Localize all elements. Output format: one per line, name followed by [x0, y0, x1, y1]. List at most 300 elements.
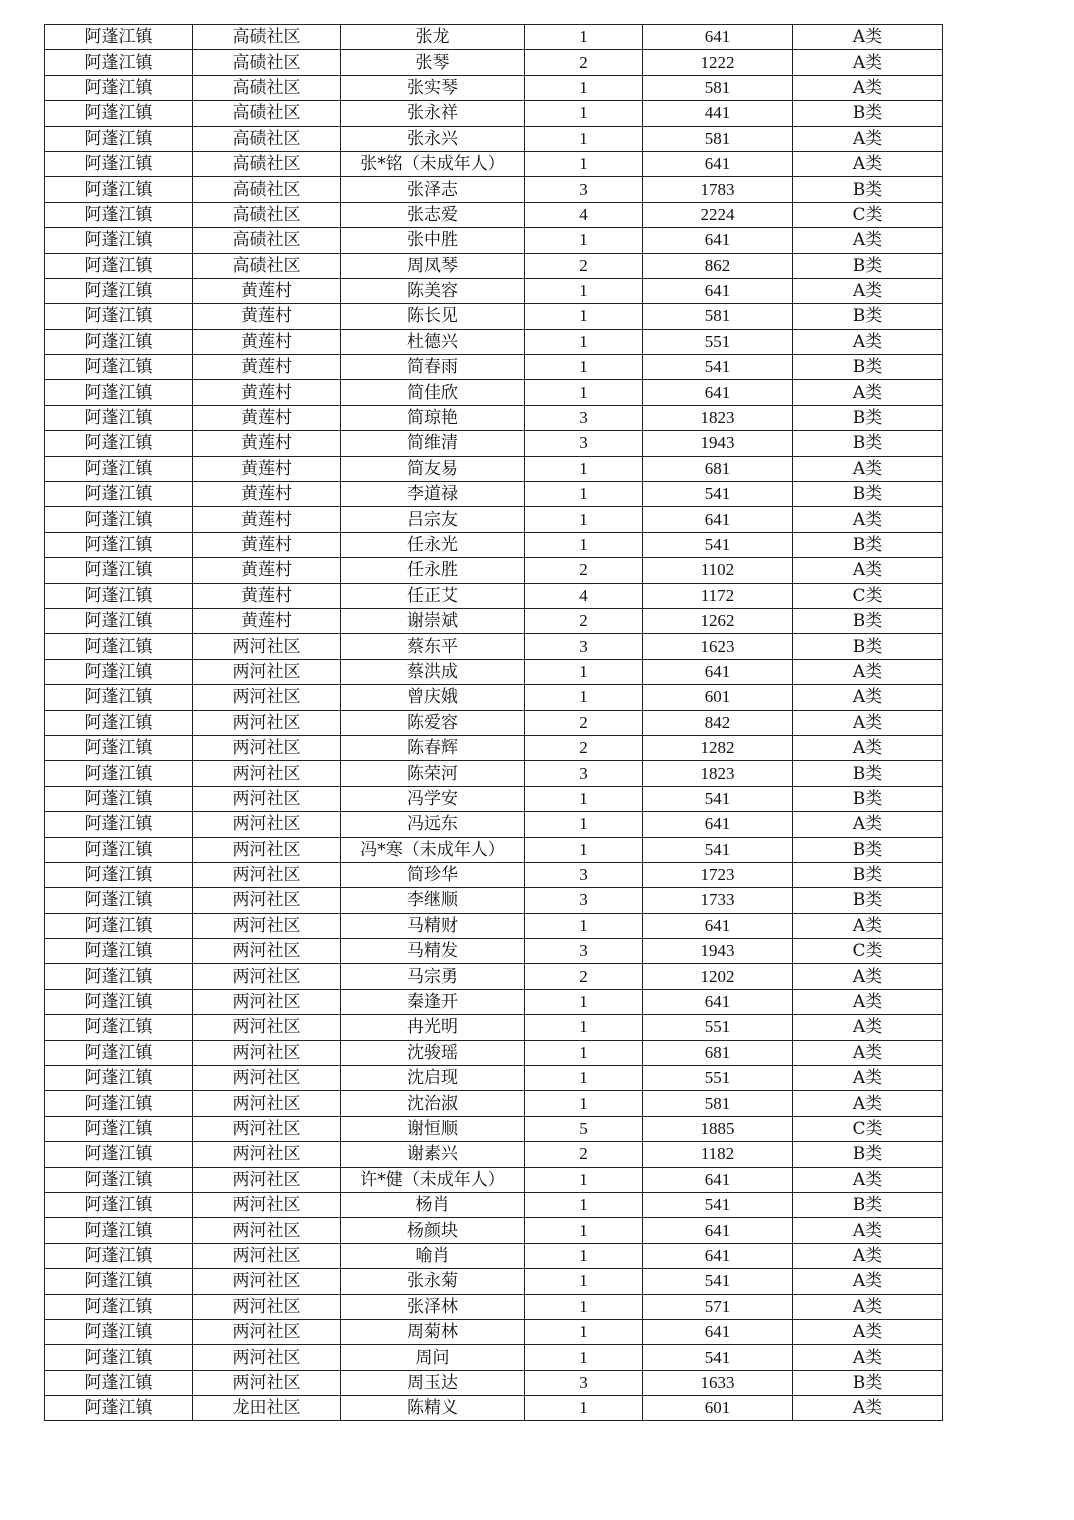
community-cell: 黄莲村	[193, 355, 341, 380]
town-cell: 阿蓬江镇	[45, 634, 193, 659]
community-cell: 黄莲村	[193, 507, 341, 532]
name-cell: 张永菊	[341, 1269, 525, 1294]
community-cell: 两河社区	[193, 685, 341, 710]
name-cell: 简友易	[341, 456, 525, 481]
category-cell: B类	[793, 1142, 943, 1167]
category-cell: A类	[793, 964, 943, 989]
community-cell: 黄莲村	[193, 608, 341, 633]
category-cell: B类	[793, 761, 943, 786]
household-size-cell: 3	[525, 405, 643, 430]
name-cell: 张永祥	[341, 101, 525, 126]
amount-cell: 1102	[643, 558, 793, 583]
category-cell: A类	[793, 25, 943, 50]
name-cell: 陈长见	[341, 304, 525, 329]
name-cell: 陈精义	[341, 1396, 525, 1421]
amount-cell: 641	[643, 228, 793, 253]
amount-cell: 1885	[643, 1116, 793, 1141]
amount-cell: 641	[643, 151, 793, 176]
town-cell: 阿蓬江镇	[45, 329, 193, 354]
name-cell: 谢恒顺	[341, 1116, 525, 1141]
household-size-cell: 4	[525, 583, 643, 608]
name-cell: 冯远东	[341, 812, 525, 837]
name-cell: 张中胜	[341, 228, 525, 253]
category-cell: B类	[793, 634, 943, 659]
town-cell: 阿蓬江镇	[45, 1294, 193, 1319]
category-cell: B类	[793, 888, 943, 913]
amount-cell: 541	[643, 1345, 793, 1370]
household-size-cell: 1	[525, 25, 643, 50]
town-cell: 阿蓬江镇	[45, 786, 193, 811]
household-size-cell: 3	[525, 939, 643, 964]
amount-cell: 1282	[643, 735, 793, 760]
household-size-cell: 1	[525, 812, 643, 837]
community-cell: 高碛社区	[193, 202, 341, 227]
town-cell: 阿蓬江镇	[45, 685, 193, 710]
amount-cell: 541	[643, 532, 793, 557]
name-cell: 李继顺	[341, 888, 525, 913]
amount-cell: 441	[643, 101, 793, 126]
table-row	[45, 355, 943, 380]
household-size-cell: 3	[525, 862, 643, 887]
household-size-cell: 3	[525, 1370, 643, 1395]
household-size-cell: 3	[525, 888, 643, 913]
name-cell: 杨颜块	[341, 1218, 525, 1243]
table-row	[45, 1040, 943, 1065]
town-cell: 阿蓬江镇	[45, 177, 193, 202]
table-row	[45, 685, 943, 710]
category-cell: A类	[793, 1269, 943, 1294]
amount-cell: 641	[643, 1167, 793, 1192]
community-cell: 高碛社区	[193, 50, 341, 75]
town-cell: 阿蓬江镇	[45, 355, 193, 380]
name-cell: 陈美容	[341, 278, 525, 303]
amount-cell: 1222	[643, 50, 793, 75]
community-cell: 高碛社区	[193, 126, 341, 151]
category-cell: A类	[793, 1294, 943, 1319]
town-cell: 阿蓬江镇	[45, 405, 193, 430]
category-cell: B类	[793, 304, 943, 329]
amount-cell: 541	[643, 1192, 793, 1217]
community-cell: 黄莲村	[193, 456, 341, 481]
town-cell: 阿蓬江镇	[45, 989, 193, 1014]
table-row	[45, 278, 943, 303]
amount-cell: 551	[643, 1066, 793, 1091]
community-cell: 两河社区	[193, 964, 341, 989]
name-cell: 周问	[341, 1345, 525, 1370]
name-cell: 杨肖	[341, 1192, 525, 1217]
community-cell: 两河社区	[193, 1294, 341, 1319]
table-row	[45, 431, 943, 456]
amount-cell: 641	[643, 1319, 793, 1344]
amount-cell: 581	[643, 75, 793, 100]
community-cell: 两河社区	[193, 1319, 341, 1344]
table-row	[45, 177, 943, 202]
household-size-cell: 3	[525, 431, 643, 456]
town-cell: 阿蓬江镇	[45, 1370, 193, 1395]
community-cell: 两河社区	[193, 1015, 341, 1040]
name-cell: 张实琴	[341, 75, 525, 100]
category-cell: B类	[793, 532, 943, 557]
category-cell: A类	[793, 151, 943, 176]
category-cell: A类	[793, 228, 943, 253]
amount-cell: 1823	[643, 405, 793, 430]
amount-cell: 641	[643, 278, 793, 303]
table-row	[45, 786, 943, 811]
household-size-cell: 1	[525, 228, 643, 253]
table-body	[45, 25, 943, 1421]
category-cell: B类	[793, 1370, 943, 1395]
community-cell: 两河社区	[193, 1142, 341, 1167]
household-size-cell: 1	[525, 151, 643, 176]
town-cell: 阿蓬江镇	[45, 964, 193, 989]
category-cell: A类	[793, 710, 943, 735]
community-cell: 黄莲村	[193, 278, 341, 303]
household-size-cell: 1	[525, 456, 643, 481]
community-cell: 高碛社区	[193, 75, 341, 100]
amount-cell: 1943	[643, 431, 793, 456]
community-cell: 两河社区	[193, 1370, 341, 1395]
community-cell: 两河社区	[193, 939, 341, 964]
category-cell: A类	[793, 659, 943, 684]
name-cell: 简珍华	[341, 862, 525, 887]
category-cell: C类	[793, 583, 943, 608]
name-cell: 陈爱容	[341, 710, 525, 735]
name-cell: 马宗勇	[341, 964, 525, 989]
name-cell: 吕宗友	[341, 507, 525, 532]
table-row	[45, 202, 943, 227]
amount-cell: 541	[643, 1269, 793, 1294]
table-row	[45, 50, 943, 75]
community-cell: 两河社区	[193, 862, 341, 887]
category-cell: B类	[793, 253, 943, 278]
household-size-cell: 2	[525, 964, 643, 989]
category-cell: C类	[793, 1116, 943, 1141]
name-cell: 任正艾	[341, 583, 525, 608]
table-row	[45, 1167, 943, 1192]
community-cell: 两河社区	[193, 1269, 341, 1294]
town-cell: 阿蓬江镇	[45, 126, 193, 151]
amount-cell: 541	[643, 786, 793, 811]
name-cell: 曾庆娥	[341, 685, 525, 710]
category-cell: A类	[793, 50, 943, 75]
category-cell: A类	[793, 1066, 943, 1091]
town-cell: 阿蓬江镇	[45, 278, 193, 303]
town-cell: 阿蓬江镇	[45, 1319, 193, 1344]
town-cell: 阿蓬江镇	[45, 507, 193, 532]
category-cell: C类	[793, 939, 943, 964]
category-cell: A类	[793, 1243, 943, 1268]
community-cell: 黄莲村	[193, 532, 341, 557]
household-size-cell: 4	[525, 202, 643, 227]
name-cell: 张泽志	[341, 177, 525, 202]
name-cell: 张龙	[341, 25, 525, 50]
name-cell: 马精财	[341, 913, 525, 938]
category-cell: A类	[793, 126, 943, 151]
town-cell: 阿蓬江镇	[45, 1142, 193, 1167]
name-cell: 杜德兴	[341, 329, 525, 354]
town-cell: 阿蓬江镇	[45, 380, 193, 405]
name-cell: 周玉达	[341, 1370, 525, 1395]
community-cell: 两河社区	[193, 1345, 341, 1370]
table-row	[45, 888, 943, 913]
town-cell: 阿蓬江镇	[45, 75, 193, 100]
household-size-cell: 1	[525, 1192, 643, 1217]
amount-cell: 581	[643, 1091, 793, 1116]
town-cell: 阿蓬江镇	[45, 1218, 193, 1243]
household-size-cell: 1	[525, 1345, 643, 1370]
town-cell: 阿蓬江镇	[45, 1040, 193, 1065]
table-row	[45, 456, 943, 481]
category-cell: C类	[793, 202, 943, 227]
household-size-cell: 1	[525, 1218, 643, 1243]
category-cell: A类	[793, 812, 943, 837]
community-cell: 两河社区	[193, 913, 341, 938]
household-size-cell: 1	[525, 1294, 643, 1319]
name-cell: 张永兴	[341, 126, 525, 151]
table-row	[45, 329, 943, 354]
amount-cell: 1172	[643, 583, 793, 608]
table-row	[45, 25, 943, 50]
name-cell: 张泽林	[341, 1294, 525, 1319]
community-cell: 两河社区	[193, 1116, 341, 1141]
household-size-cell: 3	[525, 634, 643, 659]
town-cell: 阿蓬江镇	[45, 482, 193, 507]
household-size-cell: 1	[525, 1243, 643, 1268]
household-size-cell: 1	[525, 101, 643, 126]
table-row	[45, 1218, 943, 1243]
household-size-cell: 3	[525, 761, 643, 786]
town-cell: 阿蓬江镇	[45, 532, 193, 557]
town-cell: 阿蓬江镇	[45, 812, 193, 837]
community-cell: 两河社区	[193, 1167, 341, 1192]
community-cell: 高碛社区	[193, 25, 341, 50]
town-cell: 阿蓬江镇	[45, 1345, 193, 1370]
category-cell: A类	[793, 1396, 943, 1421]
household-size-cell: 2	[525, 735, 643, 760]
amount-cell: 641	[643, 659, 793, 684]
amount-cell: 601	[643, 685, 793, 710]
amount-cell: 1202	[643, 964, 793, 989]
household-size-cell: 2	[525, 1142, 643, 1167]
table-row	[45, 837, 943, 862]
town-cell: 阿蓬江镇	[45, 253, 193, 278]
household-size-cell: 1	[525, 1269, 643, 1294]
category-cell: A类	[793, 456, 943, 481]
town-cell: 阿蓬江镇	[45, 761, 193, 786]
household-size-cell: 1	[525, 685, 643, 710]
category-cell: B类	[793, 1192, 943, 1217]
town-cell: 阿蓬江镇	[45, 659, 193, 684]
community-cell: 黄莲村	[193, 304, 341, 329]
name-cell: 周菊林	[341, 1319, 525, 1344]
community-cell: 黄莲村	[193, 380, 341, 405]
category-cell: B类	[793, 405, 943, 430]
community-cell: 两河社区	[193, 1243, 341, 1268]
town-cell: 阿蓬江镇	[45, 1015, 193, 1040]
household-size-cell: 1	[525, 329, 643, 354]
town-cell: 阿蓬江镇	[45, 1091, 193, 1116]
amount-cell: 842	[643, 710, 793, 735]
category-cell: A类	[793, 1040, 943, 1065]
community-cell: 高碛社区	[193, 151, 341, 176]
community-cell: 两河社区	[193, 888, 341, 913]
community-cell: 龙田社区	[193, 1396, 341, 1421]
table-row	[45, 1142, 943, 1167]
community-cell: 两河社区	[193, 1066, 341, 1091]
amount-cell: 1733	[643, 888, 793, 913]
household-size-cell: 1	[525, 1040, 643, 1065]
community-cell: 两河社区	[193, 1218, 341, 1243]
table-row	[45, 735, 943, 760]
town-cell: 阿蓬江镇	[45, 1192, 193, 1217]
category-cell: B类	[793, 177, 943, 202]
amount-cell: 1783	[643, 177, 793, 202]
town-cell: 阿蓬江镇	[45, 710, 193, 735]
table-row	[45, 405, 943, 430]
name-cell: 简佳欣	[341, 380, 525, 405]
table-row	[45, 659, 943, 684]
name-cell: 简琼艳	[341, 405, 525, 430]
household-size-cell: 1	[525, 75, 643, 100]
category-cell: B类	[793, 431, 943, 456]
table-row	[45, 1269, 943, 1294]
table-row	[45, 710, 943, 735]
amount-cell: 641	[643, 1243, 793, 1268]
household-size-cell: 1	[525, 1015, 643, 1040]
community-cell: 黄莲村	[193, 329, 341, 354]
amount-cell: 681	[643, 456, 793, 481]
name-cell: 简春雨	[341, 355, 525, 380]
community-cell: 黄莲村	[193, 583, 341, 608]
household-size-cell: 1	[525, 1167, 643, 1192]
town-cell: 阿蓬江镇	[45, 151, 193, 176]
household-size-cell: 1	[525, 659, 643, 684]
name-cell: 陈荣河	[341, 761, 525, 786]
table-row	[45, 558, 943, 583]
community-cell: 两河社区	[193, 735, 341, 760]
town-cell: 阿蓬江镇	[45, 939, 193, 964]
town-cell: 阿蓬江镇	[45, 50, 193, 75]
town-cell: 阿蓬江镇	[45, 431, 193, 456]
household-size-cell: 1	[525, 507, 643, 532]
town-cell: 阿蓬江镇	[45, 25, 193, 50]
table-row	[45, 1015, 943, 1040]
name-cell: 喻肖	[341, 1243, 525, 1268]
amount-cell: 1823	[643, 761, 793, 786]
category-cell: A类	[793, 507, 943, 532]
community-cell: 黄莲村	[193, 405, 341, 430]
town-cell: 阿蓬江镇	[45, 1066, 193, 1091]
town-cell: 阿蓬江镇	[45, 888, 193, 913]
table-row	[45, 583, 943, 608]
table-row	[45, 1396, 943, 1421]
category-cell: B类	[793, 608, 943, 633]
town-cell: 阿蓬江镇	[45, 1269, 193, 1294]
community-cell: 两河社区	[193, 837, 341, 862]
name-cell: 任永胜	[341, 558, 525, 583]
town-cell: 阿蓬江镇	[45, 608, 193, 633]
table-row	[45, 482, 943, 507]
name-cell: 沈治淑	[341, 1091, 525, 1116]
name-cell: 冯学安	[341, 786, 525, 811]
community-cell: 高碛社区	[193, 253, 341, 278]
category-cell: A类	[793, 1015, 943, 1040]
town-cell: 阿蓬江镇	[45, 456, 193, 481]
town-cell: 阿蓬江镇	[45, 101, 193, 126]
name-cell: 沈骏瑶	[341, 1040, 525, 1065]
name-cell: 张*铭（未成年人）	[341, 151, 525, 176]
table-row	[45, 913, 943, 938]
community-cell: 两河社区	[193, 1192, 341, 1217]
household-size-cell: 5	[525, 1116, 643, 1141]
table-row	[45, 253, 943, 278]
table-row	[45, 1345, 943, 1370]
household-size-cell: 1	[525, 278, 643, 303]
category-cell: A类	[793, 380, 943, 405]
amount-cell: 581	[643, 126, 793, 151]
community-cell: 黄莲村	[193, 431, 341, 456]
household-size-cell: 1	[525, 786, 643, 811]
amount-cell: 641	[643, 380, 793, 405]
amount-cell: 641	[643, 812, 793, 837]
amount-cell: 551	[643, 1015, 793, 1040]
category-cell: B类	[793, 355, 943, 380]
amount-cell: 1723	[643, 862, 793, 887]
category-cell: A类	[793, 1345, 943, 1370]
category-cell: A类	[793, 685, 943, 710]
table-row	[45, 507, 943, 532]
amount-cell: 641	[643, 989, 793, 1014]
category-cell: A类	[793, 329, 943, 354]
name-cell: 任永光	[341, 532, 525, 557]
household-size-cell: 1	[525, 1396, 643, 1421]
category-cell: A类	[793, 1319, 943, 1344]
name-cell: 秦逢开	[341, 989, 525, 1014]
table-row	[45, 862, 943, 887]
table-row	[45, 964, 943, 989]
household-size-cell: 2	[525, 253, 643, 278]
table-row	[45, 812, 943, 837]
table-row	[45, 1243, 943, 1268]
household-size-cell: 1	[525, 482, 643, 507]
amount-cell: 1623	[643, 634, 793, 659]
community-cell: 高碛社区	[193, 228, 341, 253]
table-row	[45, 1192, 943, 1217]
name-cell: 张志爱	[341, 202, 525, 227]
household-size-cell: 2	[525, 558, 643, 583]
community-cell: 两河社区	[193, 786, 341, 811]
table-row	[45, 761, 943, 786]
category-cell: A类	[793, 735, 943, 760]
name-cell: 陈春辉	[341, 735, 525, 760]
table-row	[45, 1294, 943, 1319]
town-cell: 阿蓬江镇	[45, 583, 193, 608]
household-size-cell: 1	[525, 1066, 643, 1091]
household-size-cell: 3	[525, 177, 643, 202]
amount-cell: 551	[643, 329, 793, 354]
table-row	[45, 939, 943, 964]
table-row	[45, 1066, 943, 1091]
town-cell: 阿蓬江镇	[45, 913, 193, 938]
amount-cell: 581	[643, 304, 793, 329]
community-cell: 两河社区	[193, 812, 341, 837]
name-cell: 冯*寒（未成年人）	[341, 837, 525, 862]
category-cell: A类	[793, 1218, 943, 1243]
table-row	[45, 126, 943, 151]
category-cell: A类	[793, 913, 943, 938]
category-cell: A类	[793, 558, 943, 583]
town-cell: 阿蓬江镇	[45, 304, 193, 329]
